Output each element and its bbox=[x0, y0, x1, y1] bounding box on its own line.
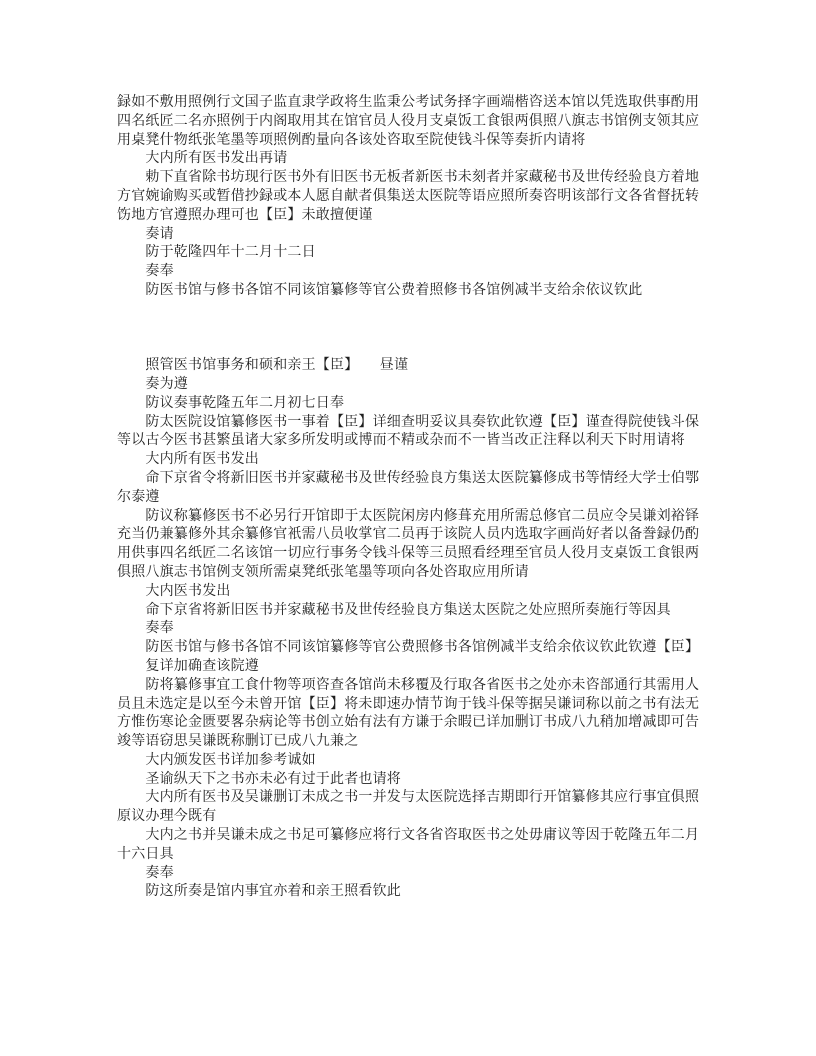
text-line: 命下京省令将新旧医书并家藏秘书及世传经验良方集送太医院纂修成书等情经大学士伯鄂 bbox=[117, 470, 700, 486]
text-line: 方惟伤寒论金匮要畧杂病论等书创立始有法有方谦于余暇已详加删订书成八九稍加增减即可告 bbox=[117, 715, 700, 731]
text-line: 用供事四名纸匠二名该馆一切应行事务令钱斗保等三员照看经理至官员人役月支桌饭工食银两 bbox=[117, 546, 700, 562]
text-line: 命下京省将新旧医书并家藏秘书及世传经验良方集送太医院之处应照所奏施行等因具 bbox=[117, 602, 671, 618]
text-line: 饬地方官遵照办理可也【臣】未敢擅便谨 bbox=[117, 207, 373, 223]
text-line: 等以古今医书甚繁虽诸大家多所发明或博而不精或杂而不一皆当改正注释以利天下时用请将 bbox=[117, 433, 685, 449]
text-line: 大内所有医书及吴谦删订未成之书一并发与太医院选择吉期即行开馆纂修其应行事宜俱照 bbox=[117, 790, 700, 806]
text-line: 奏请 bbox=[117, 226, 174, 242]
text-line: 防将纂修事宜工食什物等项咨查各馆尚未移覆及行取各省医书之处亦未咨部通行其需用人 bbox=[117, 677, 700, 693]
blank-line bbox=[117, 301, 709, 320]
text-line: 大内所有医书发出再请 bbox=[117, 151, 288, 167]
text-line: 録如不敷用照例行文国子监直隶学政将生监秉公考试务择字画端楷咨送本馆以凭选取供事酌用 bbox=[117, 95, 700, 110]
text-line: 十六日具 bbox=[117, 846, 174, 862]
text-line: 防这所奏是馆内事宜亦着和亲王照看钦此 bbox=[117, 884, 401, 900]
text-line: 防议奏事乾隆五年二月初七日奉 bbox=[117, 395, 345, 411]
text-line: 照管医书馆事务和硕和亲王【臣】 昼谨 bbox=[117, 358, 409, 374]
text-line: 勅下直省除书坊现行医书外有旧医书无板者新医书未刻者并家藏秘书及世传经验良方着地 bbox=[117, 170, 700, 186]
text-line: 奏奉 bbox=[117, 865, 174, 881]
text-line: 俱照八旗志书馆例支领所需桌凳纸张笔墨等项向各处咨取应用所请 bbox=[117, 564, 529, 580]
text-line: 防医书馆与修书各馆不同该馆纂修等官公费着照修书各馆例减半支给余依议钦此 bbox=[117, 282, 643, 298]
text-line: 圣谕纵天下之书亦未必有过于此者也请将 bbox=[117, 771, 401, 787]
blank-line bbox=[117, 320, 709, 339]
text-line: 方官婉谕购买或暂借抄録或本人愿自献者俱集送太医院等语应照所奏咨明该部行文各省督抚转 bbox=[117, 188, 700, 204]
text-line: 尔泰遵 bbox=[117, 489, 160, 505]
text-line: 防于乾隆四年十二月十二日 bbox=[117, 245, 316, 261]
text-line: 四名纸匠二名亦照例于内阁取用其在馆官员人役月支桌饭工食银两俱照八旗志书馆例支领其应 bbox=[117, 113, 700, 129]
text-line: 大内颁发医书详加参考诚如 bbox=[117, 752, 316, 768]
text-block bbox=[117, 94, 709, 902]
text-line: 大内之书并吴谦未成之书足可纂修应将行文各省咨取医书之处毋庸议等因于乾隆五年二月 bbox=[117, 828, 700, 844]
text-line: 竣等语窃思吴谦既称删订已成八九兼之 bbox=[117, 734, 359, 750]
text-line: 奏为遵 bbox=[117, 376, 188, 392]
text-line: 大内医书发出 bbox=[117, 583, 231, 599]
text-line: 防议称纂修医书不必另行开馆即于太医院闲房内修葺充用所需总修官二员应令吴谦刘裕铎 bbox=[117, 508, 700, 524]
text-line: 大内所有医书发出 bbox=[117, 452, 259, 468]
text-line: 原议办理今既有 bbox=[117, 809, 217, 825]
text-line: 防太医院设馆纂修医书一事着【臣】详细查明妥议具奏钦此钦遵【臣】谨查得院使钱斗保 bbox=[117, 414, 700, 430]
text-line: 防医书馆与修书各馆不同该馆纂修等官公费照修书各馆例减半支给余依议钦此钦遵【臣】 bbox=[117, 640, 700, 656]
text-line: 奏奉 bbox=[117, 264, 174, 280]
text-line: 奏奉 bbox=[117, 621, 174, 637]
text-line: 复详加确查该院遵 bbox=[117, 658, 259, 674]
blank-line bbox=[117, 338, 709, 357]
text-line: 充当仍兼纂修外其余纂修官衹需八员收掌官二员再于该院人员内选取字画尚好者以备誊録仍酌 bbox=[117, 527, 700, 543]
text-line: 用桌凳什物纸张笔墨等项照例酌量向各该处咨取至院使钱斗保等奏折内请将 bbox=[117, 132, 586, 148]
text-line: 员且未选定是以至今未曾开馆【臣】将未即速办情节询于钱斗保等据吴谦词称以前之书有法无 bbox=[117, 696, 700, 712]
